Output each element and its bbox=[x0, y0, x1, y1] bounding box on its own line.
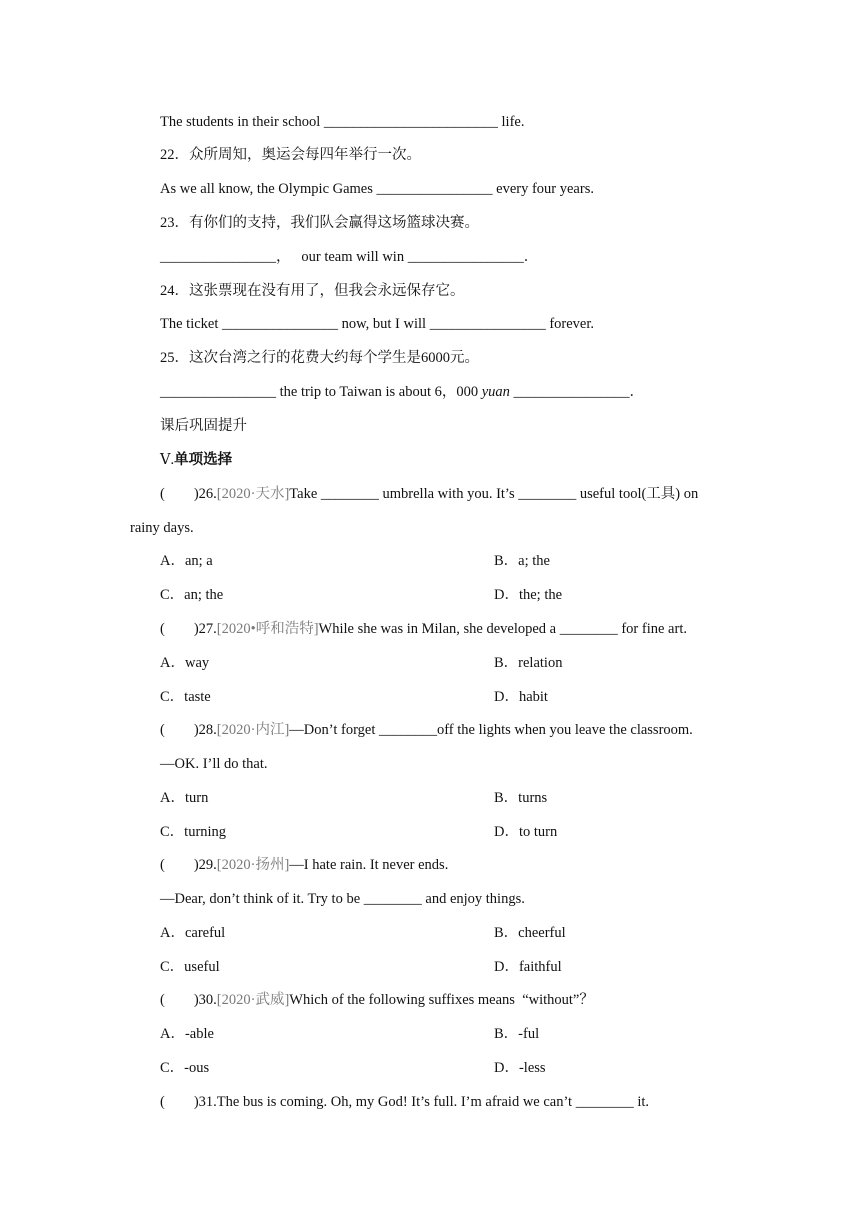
q27-stem bbox=[160, 619, 687, 639]
q29-option-c: C．useful bbox=[160, 959, 220, 975]
q26-number: ( )26. bbox=[160, 486, 217, 502]
q29-reply: —Dear, don’t think of it. Try to be ________ and enjoy things. bbox=[160, 891, 525, 907]
q28-text: —Don’t forget ________off the lights when you leave the classroom. bbox=[289, 722, 693, 738]
q27-option-c: C．taste bbox=[160, 689, 211, 705]
q27-source: [2020•呼和浩特] bbox=[216, 621, 319, 637]
q28-option-a: A．turn bbox=[160, 790, 209, 806]
q29-number: ( )29. bbox=[160, 857, 217, 873]
q27-option-a: A．way bbox=[160, 655, 210, 671]
q23-chinese: 23．有你们的支持，我们队会赢得这场篮球决赛。 bbox=[160, 215, 479, 231]
q23-english: ________________， our team will win ________________． bbox=[160, 249, 539, 265]
q29-text: —I hate rain. It never ends. bbox=[289, 857, 449, 873]
q26-option-d: D．the; the bbox=[494, 587, 563, 603]
q27-number: ( )27. bbox=[160, 621, 217, 637]
q24-english: The ticket ________________ now, but I will ________________ forever. bbox=[160, 316, 595, 332]
q28-number: ( )28. bbox=[160, 722, 217, 738]
q26-text: Take ________ umbrella with you. It’s ________ useful tool(工具) on bbox=[289, 486, 699, 502]
q29-stem bbox=[160, 855, 448, 875]
q25-english-yuan: yuan bbox=[481, 384, 510, 400]
q30-option-c: C．-ous bbox=[160, 1060, 210, 1076]
q25-english bbox=[160, 382, 644, 402]
q31-stem: ( )31.The bus is coming. Oh, my God! It’s full. I’m afraid we can’t ________ it. bbox=[160, 1094, 650, 1110]
q28-reply: —OK. I’ll do that. bbox=[160, 756, 268, 772]
q27-text: While she was in Milan, she developed a ________ for fine art. bbox=[318, 621, 687, 637]
q26-stem-continued: rainy days. bbox=[130, 520, 194, 536]
q26-option-c: C．an; the bbox=[160, 587, 224, 603]
q26-option-b: B．a; the bbox=[494, 553, 550, 569]
q30-source: [2020·武威] bbox=[216, 992, 290, 1008]
q30-option-d: D．-less bbox=[494, 1060, 546, 1076]
q28-stem bbox=[160, 720, 693, 740]
q29-option-d: D．faithful bbox=[494, 959, 562, 975]
section-v-heading bbox=[160, 450, 232, 470]
q25-english-part2: ________________． bbox=[509, 384, 645, 400]
q22-chinese: 22．众所周知，奥运会每四年举行一次。 bbox=[160, 147, 421, 163]
q25-english-part1: ________________ the trip to Taiwan is about 6，000 bbox=[160, 384, 482, 400]
q30-option-b: B．-ful bbox=[494, 1026, 540, 1042]
q30-text: Which of the following suffixes means “without”？ bbox=[289, 992, 594, 1008]
section-v-number: Ⅴ. bbox=[160, 452, 175, 468]
q27-option-b: B．relation bbox=[494, 655, 563, 671]
section-title-review: 课后巩固提升 bbox=[160, 418, 247, 434]
section-v-title: 单项选择 bbox=[174, 452, 233, 468]
q30-option-a: A．-able bbox=[160, 1026, 214, 1042]
q29-option-a: A．careful bbox=[160, 925, 226, 941]
q30-stem bbox=[160, 990, 594, 1010]
q25-chinese: 25．这次台湾之行的花费大约每个学生是6000元。 bbox=[160, 350, 479, 366]
q29-source: [2020·扬州] bbox=[216, 857, 290, 873]
q26-option-a: A．an; a bbox=[160, 553, 213, 569]
q21-answer-line: The students in their school ________________________ life. bbox=[160, 114, 525, 130]
q26-source: [2020·天水] bbox=[216, 486, 290, 502]
q26-stem bbox=[160, 484, 698, 504]
q28-option-d: D．to turn bbox=[494, 824, 558, 840]
q28-option-b: B．turns bbox=[494, 790, 548, 806]
q24-chinese: 24．这张票现在没有用了，但我会永远保存它。 bbox=[160, 283, 465, 299]
q27-option-d: D．habit bbox=[494, 689, 548, 705]
q22-english: As we all know, the Olympic Games ________________ every four years. bbox=[160, 181, 594, 197]
q29-option-b: B．cheerful bbox=[494, 925, 566, 941]
q30-number: ( )30. bbox=[160, 992, 217, 1008]
q28-option-c: C．turning bbox=[160, 824, 227, 840]
q28-source: [2020·内江] bbox=[216, 722, 290, 738]
